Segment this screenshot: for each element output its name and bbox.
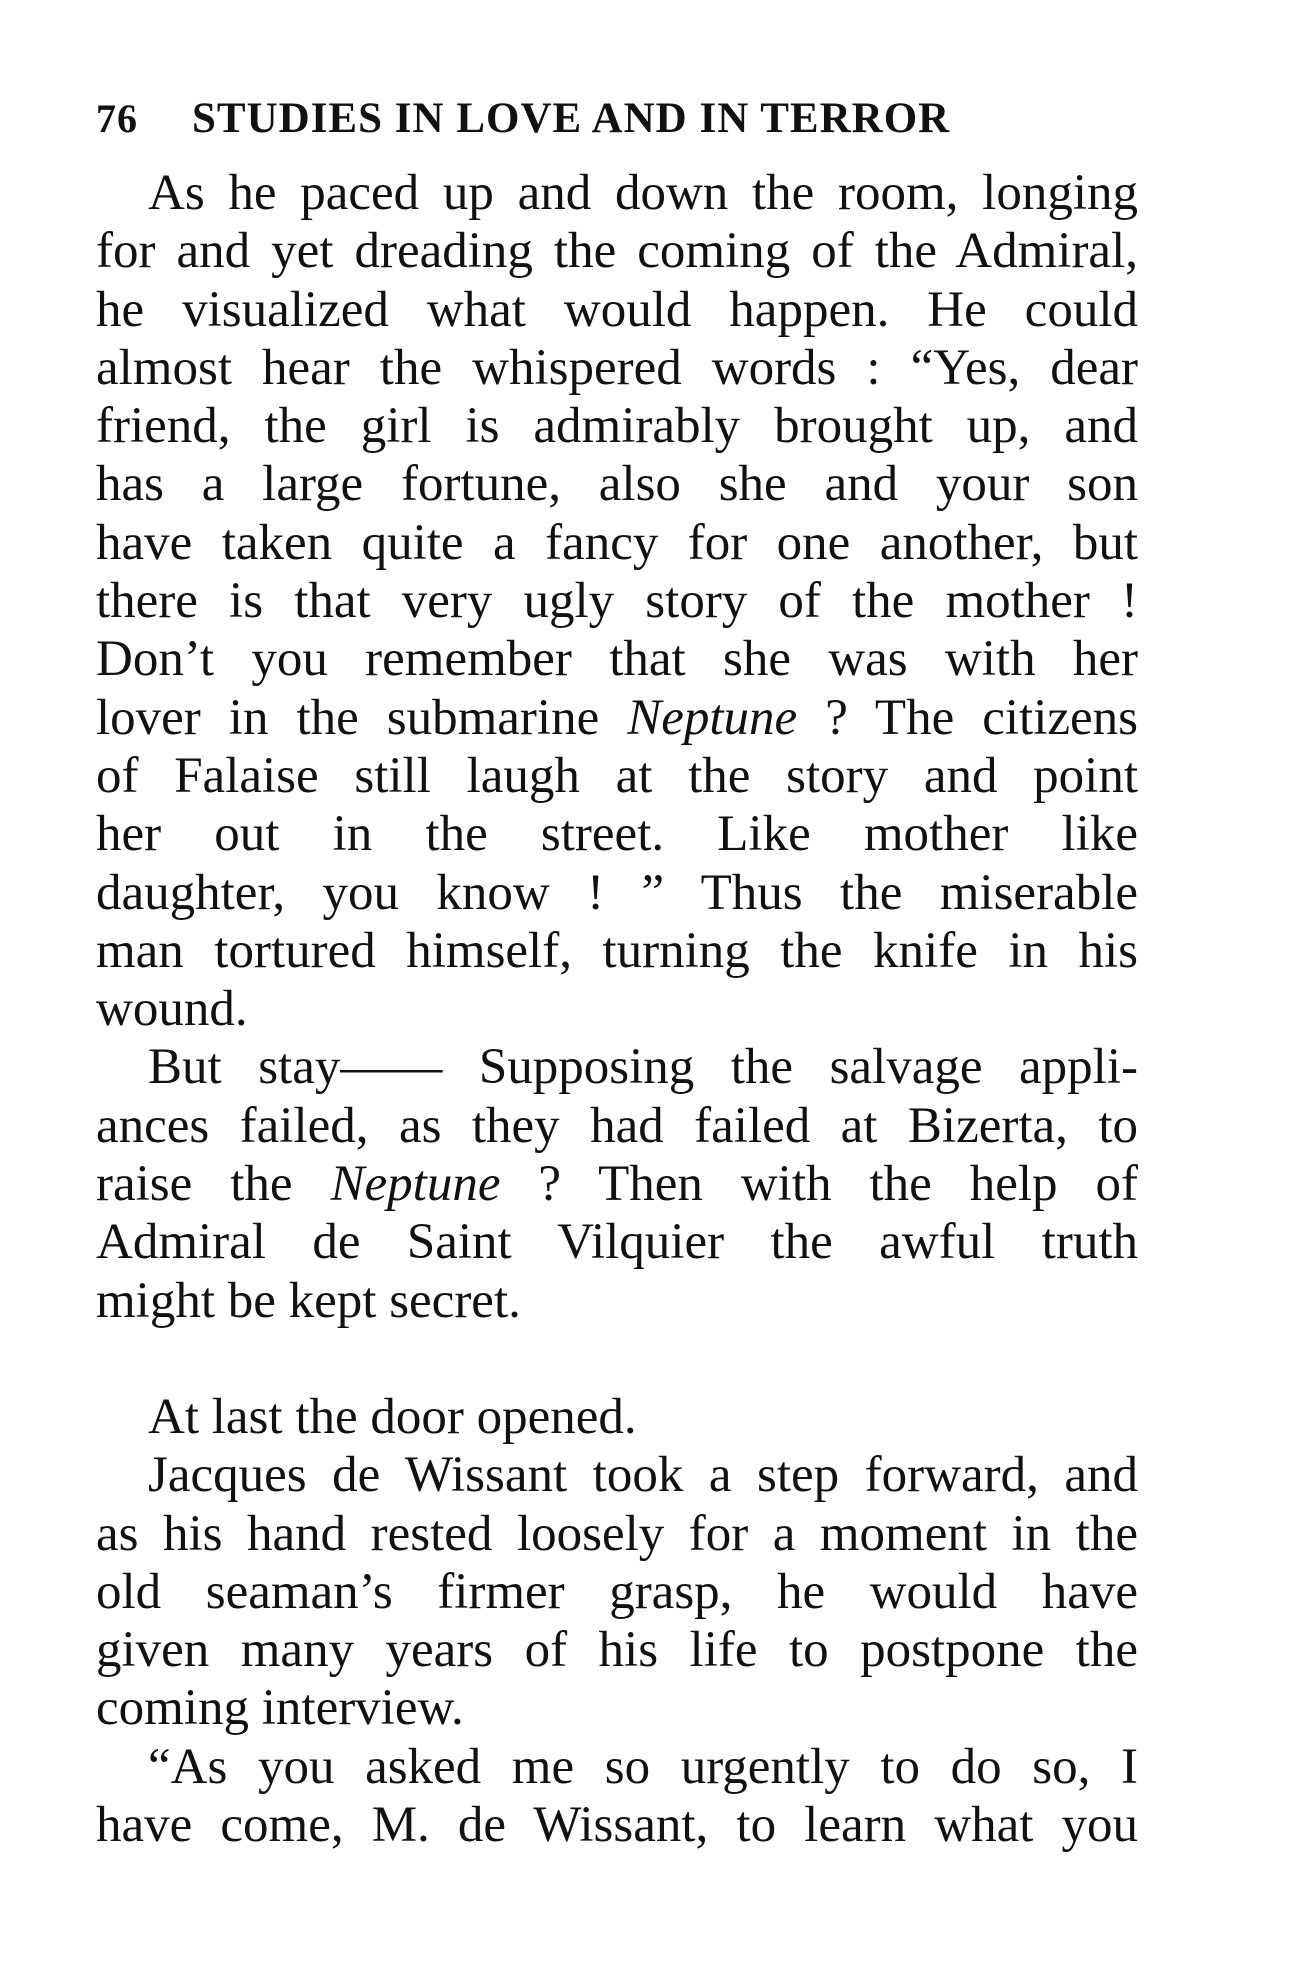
- running-header: [96, 86, 1138, 152]
- book-page: [96, 86, 1138, 1854]
- paragraph-4: [96, 1446, 1138, 1737]
- section-break: [96, 1330, 1138, 1388]
- text-line: Admiral de Saint Vilquier the awful truth: [96, 1214, 1138, 1271]
- text-line: But stay—— Supposing the salvage appli-: [148, 1039, 1138, 1096]
- text-line: raise the Neptune ? Then with the help of: [96, 1156, 1138, 1213]
- text-line: might be kept secret.: [96, 1272, 521, 1329]
- page-number: 76: [96, 96, 138, 141]
- text-line: her out in the street. Like mother like: [96, 806, 1138, 863]
- text-line: ances failed, as they had failed at Bizerta, to: [96, 1097, 1138, 1154]
- text-line: wound.: [96, 981, 248, 1038]
- text-line: At last the door opened.: [148, 1388, 637, 1445]
- paragraph-1: [96, 164, 1138, 1038]
- text-line: coming interview.: [96, 1680, 464, 1737]
- running-title: STUDIES IN LOVE AND IN TERROR: [192, 95, 951, 142]
- text-line: “As you asked me so urgently to do so, I: [148, 1738, 1138, 1795]
- text-line: old seaman’s firmer grasp, he would have: [96, 1563, 1138, 1620]
- text-line: given many years of his life to postpone the: [96, 1622, 1138, 1679]
- text-line: he visualized what would happen. He could: [96, 281, 1138, 338]
- text-line: lover in the submarine Neptune ? The citizens: [96, 689, 1138, 746]
- text-line: have taken quite a fancy for one another, but: [96, 514, 1138, 571]
- text-line: daughter, you know ! ” Thus the miserable: [96, 864, 1138, 921]
- text-line: man tortured himself, turning the knife in his: [96, 922, 1138, 979]
- ship-name: Neptune: [627, 689, 798, 746]
- paragraph-5: [96, 1738, 1138, 1855]
- text-line: Don’t you remember that she was with her: [96, 631, 1138, 688]
- text-line: friend, the girl is admirably brought up, and: [96, 398, 1138, 455]
- text-line: have come, M. de Wissant, to learn what you: [96, 1797, 1138, 1854]
- ship-name: Neptune: [330, 1156, 501, 1213]
- text-line: almost hear the whispered words : “Yes, dear: [96, 339, 1138, 396]
- text-line: there is that very ugly story of the mother !: [96, 573, 1138, 630]
- paragraph-2: [96, 1038, 1138, 1329]
- text-line: As he paced up and down the room, longing: [148, 165, 1138, 221]
- text-line: as his hand rested loosely for a moment in the: [96, 1505, 1138, 1562]
- text-line: Jacques de Wissant took a step forward, and: [148, 1447, 1138, 1504]
- paragraph-3: [96, 1388, 1138, 1446]
- text-line: for and yet dreading the coming of the Admiral,: [96, 223, 1138, 280]
- text-line: of Falaise still laugh at the story and point: [96, 747, 1138, 804]
- text-line: has a large fortune, also she and your son: [96, 456, 1138, 513]
